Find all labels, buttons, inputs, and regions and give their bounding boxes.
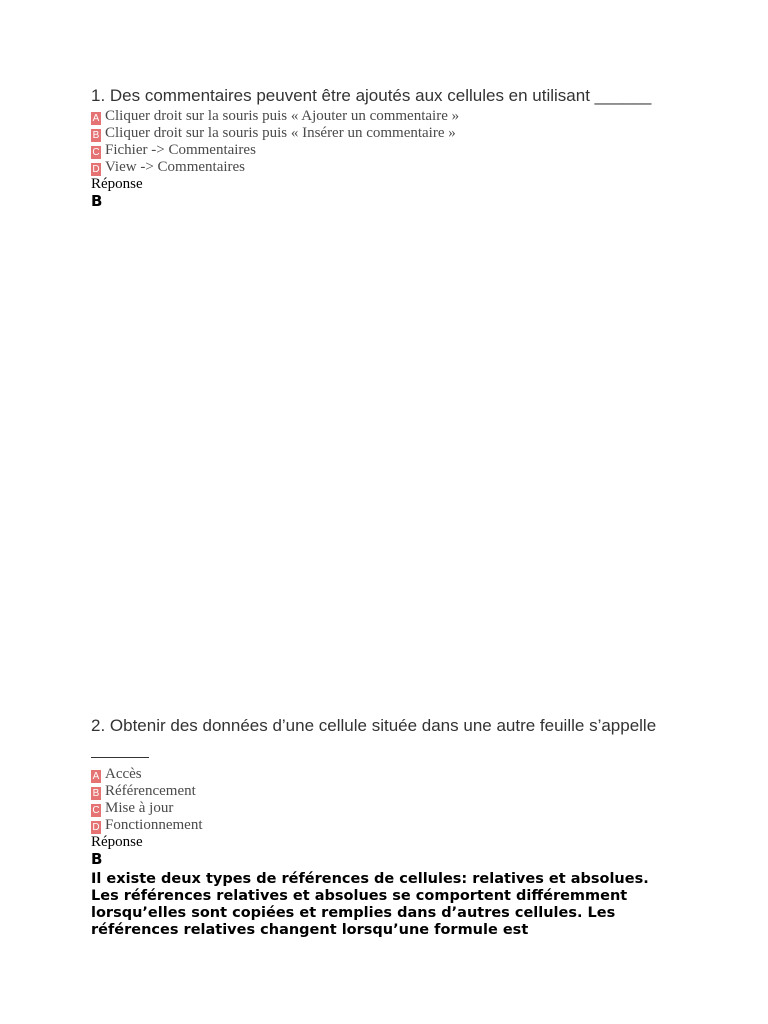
option-text: Cliquer droit sur la souris puis « Insérer un commentaire »	[105, 125, 456, 141]
option-letter-badge: A	[92, 771, 100, 782]
option-text: Mise à jour	[105, 800, 174, 816]
option-letter-badge: B	[92, 788, 100, 799]
option-text: Référencement	[105, 783, 196, 799]
option-d[interactable]	[91, 817, 681, 834]
option-letter-badge: C	[92, 805, 100, 816]
option-c[interactable]	[91, 800, 681, 817]
option-text: View -> Commentaires	[105, 159, 246, 175]
option-letter-badge: D	[92, 164, 100, 175]
answer-label: Réponse	[91, 176, 143, 192]
answer-value: B	[91, 192, 103, 210]
option-letter-badge: D	[92, 822, 100, 833]
option-b[interactable]	[91, 125, 681, 142]
option-a[interactable]	[91, 766, 681, 783]
question-1	[91, 86, 681, 209]
question-text	[91, 712, 681, 766]
answer-blank	[91, 743, 149, 758]
answer-explanation: Il existe deux types de références de cellules: relatives et absolues. Les références relatives et absolues se comportent différemment lorsqu’elles sont copiées et remplies dans d’autres cellules. Les références relatives changent lorsqu’une formule est	[91, 871, 649, 938]
question-text: 1. Des commentaires peuvent être ajoutés aux cellules en utilisant ______	[91, 86, 652, 105]
option-a[interactable]	[91, 108, 681, 125]
option-d[interactable]	[91, 159, 681, 176]
option-text: Accès	[105, 766, 142, 782]
option-b[interactable]	[91, 783, 681, 800]
answer-value: B	[91, 850, 103, 868]
option-letter-badge: C	[92, 147, 100, 158]
option-text: Fonctionnement	[105, 817, 203, 833]
option-letter-badge: B	[92, 130, 100, 141]
option-text: Cliquer droit sur la souris puis « Ajouter un commentaire »	[105, 108, 460, 124]
answer-label: Réponse	[91, 834, 143, 850]
question-2	[91, 712, 681, 939]
option-c[interactable]	[91, 142, 681, 159]
option-letter-badge: A	[92, 113, 100, 124]
option-text: Fichier -> Commentaires	[105, 142, 256, 158]
question-text-content: 2. Obtenir des données d’une cellule située dans une autre feuille s’appelle	[91, 716, 657, 735]
